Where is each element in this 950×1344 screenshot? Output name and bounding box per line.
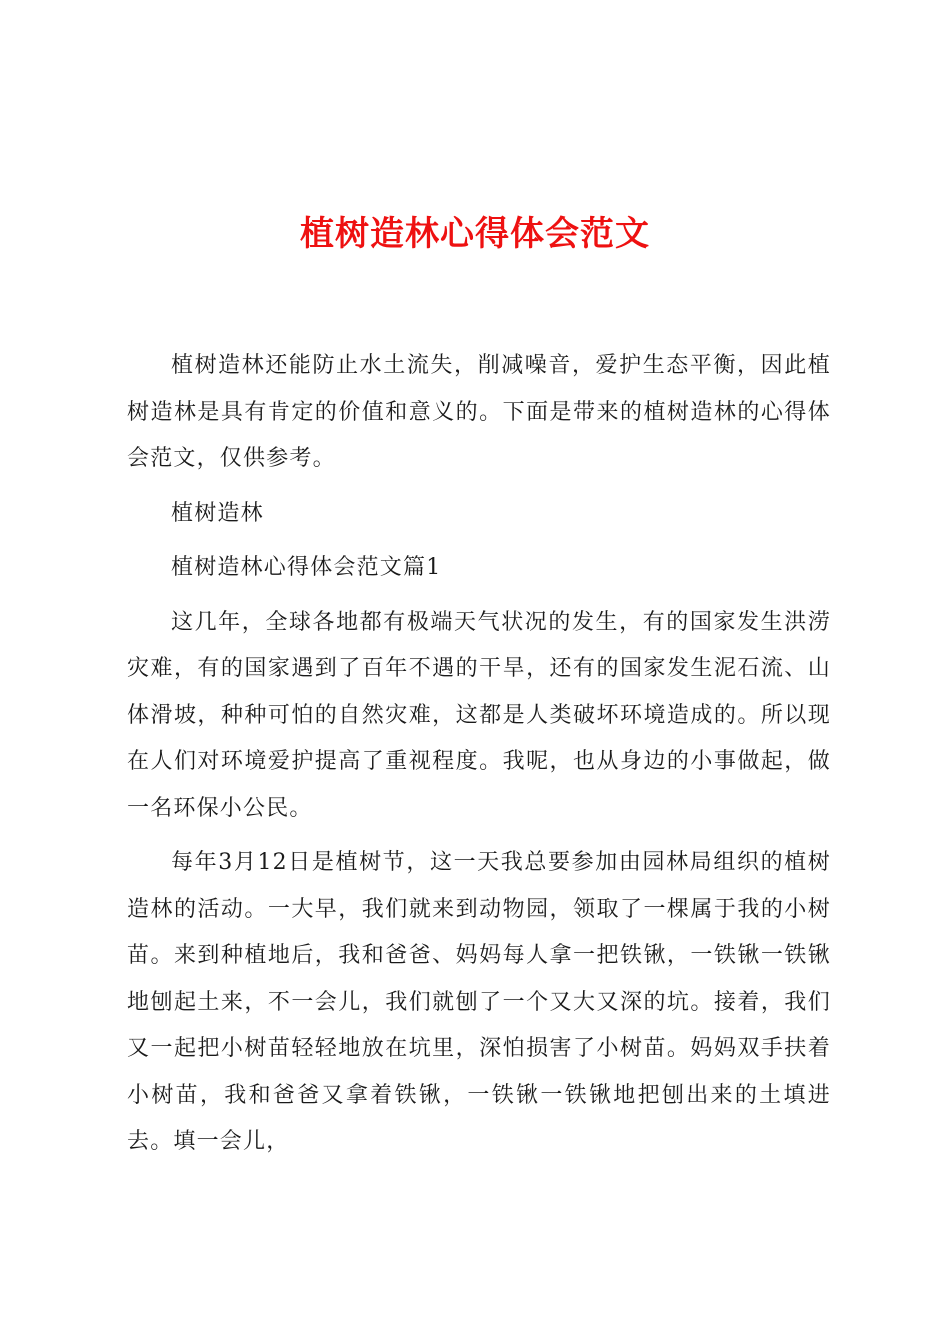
body-paragraph: 每年3月12日是植树节，这一天我总要参加由园林局组织的植树造林的活动。一大早，我们就来到动物园，领取了一棵属于我的小树苗。来到种植地后，我和爸爸、妈妈每人拿一把铁锹，一铁锹一铁锹地刨起土来，不一会儿，我们就刨了一个又大又深的坑。接着，我们又一起把小树苗轻轻地放在坑里，深怕损害了小树苗。妈妈双手扶着小树苗，我和爸爸又拿着铁锹，一铁锹一铁锹地把刨出来的土填进去。填一会儿， <box>127 850 831 1154</box>
section-label: 植树造林 <box>171 500 264 526</box>
document-body <box>127 343 831 1174</box>
body-paragraph: 这几年，全球各地都有极端天气状况的发生，有的国家发生洪涝灾难，有的国家遇到了百年不遇的干旱，还有的国家发生泥石流、山体滑坡，种种可怕的自然灾难，这都是人类破坏环境造成的。所以现在人们对环境爱护提高了重视程度。我呢，也从身边的小事做起，做一名环保小公民。 <box>127 609 831 821</box>
document-title: 植树造林心得体会范文 <box>300 214 650 254</box>
section-heading: 植树造林心得体会范文篇1 <box>171 555 442 580</box>
intro-paragraph: 植树造林还能防止水土流失，削减噪音，爱护生态平衡，因此植树造林是具有肯定的价值和意义的。下面是带来的植树造林的心得体会范文，仅供参考。 <box>127 353 831 471</box>
